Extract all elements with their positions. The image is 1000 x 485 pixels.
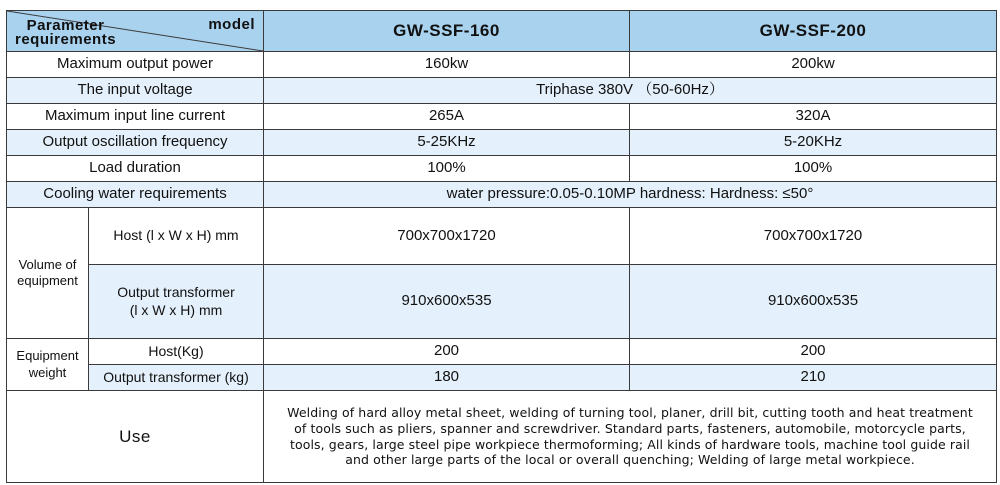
parameter-label: Parameter requirements [15,17,117,49]
header-row [7,11,997,52]
row-volume-transformer [7,265,997,339]
row-label: Cooling water requirements [7,182,264,208]
value-cell: 910x600x535 [264,265,630,339]
use-line: Welding of hard alloy metal sheet, welding of turning tool, planer, drill bit, cutting tooth and heat treatment [287,405,973,421]
use-line: and other large parts of the local or overall quenching; Welding of large metal workpiece. [345,452,915,468]
value-cell: 100% [264,156,630,182]
value-cell: 200 [264,339,630,365]
row-volume-host [7,208,997,265]
row-label: Maximum input line current [7,104,264,130]
value-cell: 320A [630,104,997,130]
row-load-duration [7,156,997,182]
value-cell: 160kw [264,52,630,78]
model-header-gw-ssf-200: GW-SSF-200 [630,11,997,52]
use-line: of tools such as pliers, spanner and screwdriver. Standard parts, fasteners, automobile, motorcycle parts, [294,420,966,436]
row-weight-host [7,339,997,365]
value-cell: 265A [264,104,630,130]
value-cell: 210 [630,365,997,391]
value-cell: 5-25KHz [264,130,630,156]
value-cell: 700x700x1720 [630,208,997,265]
sub-label-host-dimensions: Host (l x W x H) mm [89,208,264,265]
row-label: Maximum output power [7,52,264,78]
group-label-weight: Equipment weight [7,339,89,391]
value-cell: 910x600x535 [630,265,997,339]
row-label: Output oscillation frequency [7,130,264,156]
value-cell: Triphase 380V （50-60Hz） [264,78,997,104]
row-use [7,391,997,483]
row-input-voltage [7,78,997,104]
model-label: model [208,16,255,33]
row-max-current [7,104,997,130]
use-label: Use [7,391,264,483]
value-cell: 100% [630,156,997,182]
model-header-gw-ssf-160: GW-SSF-160 [264,11,630,52]
value-cell: 5-20KHz [630,130,997,156]
use-line: tools, gears, large steel pipe workpiece thermoforming; All kinds of hardware tools, machine tool guide rail [289,436,971,452]
use-description [264,391,997,483]
row-label: The input voltage [7,78,264,104]
row-cooling [7,182,997,208]
value-cell: 200kw [630,52,997,78]
value-cell: 200 [630,339,997,365]
value-cell: 180 [264,365,630,391]
value-cell: 700x700x1720 [264,208,630,265]
row-label: Load duration [7,156,264,182]
corner-header-cell [7,11,264,52]
value-cell: water pressure:0.05-0.10MP hardness: Hardness: ≤50° [264,182,997,208]
sub-label-transformer-dimensions: Output transformer (l x W x H) mm [89,265,264,339]
sub-label-transformer-weight: Output transformer (kg) [89,365,264,391]
group-label-volume: Volume of equipment [7,208,89,339]
spec-table [6,10,997,483]
sub-label-host-weight: Host(Kg) [89,339,264,365]
row-weight-transformer [7,365,997,391]
row-osc-frequency [7,130,997,156]
row-max-power [7,52,997,78]
